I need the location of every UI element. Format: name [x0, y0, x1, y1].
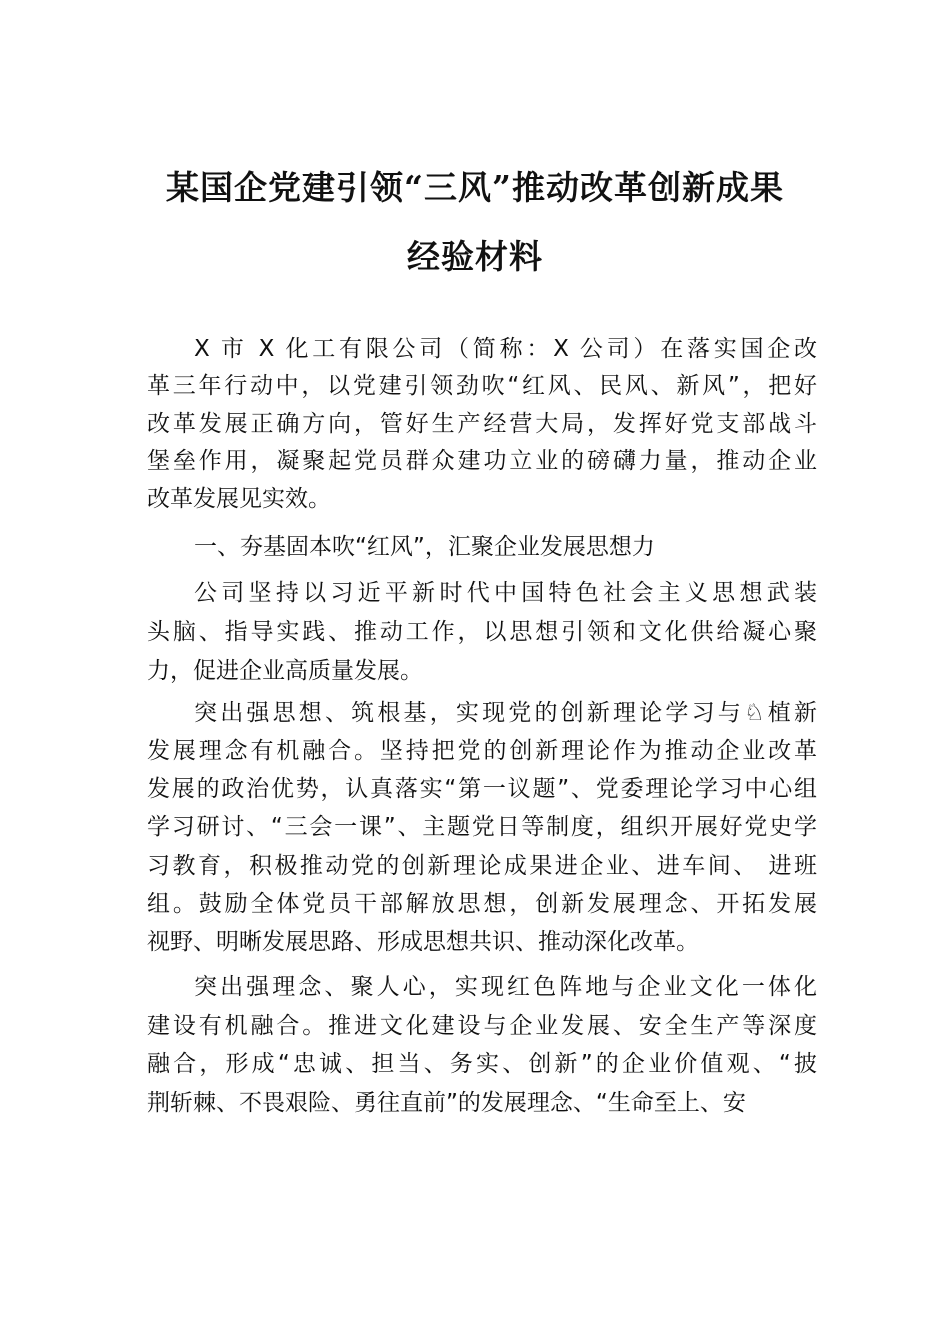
body-line: 突出强思想、筑根基，实现党的创新理论学习与♘植新: [194, 700, 817, 726]
body-line: 改革发展见实效。: [147, 486, 331, 512]
body-line: 融合，形成“忠诚、担当、务实、创新”的企业价值观、“披: [147, 1051, 817, 1077]
body-line: X 市 X 化工有限公司（简称：X 公司）在落实国企改: [194, 336, 817, 362]
body-line: 改革发展正确方向，管好生产经营大局，发挥好党支部战斗: [147, 411, 817, 437]
body-line: 突出强理念、聚人心，实现红色阵地与企业文化一体化: [194, 974, 817, 1000]
document-title-line-1: 某国企党建引领“三风”推动改革创新成果: [166, 168, 784, 207]
document-title-line-2: 经验材料: [407, 237, 543, 276]
body-line: 公司坚持以习近平新时代中国特色社会主义思想武装: [194, 580, 817, 606]
body-line: 建设有机融合。推进文化建设与企业发展、安全生产等深度: [147, 1013, 817, 1039]
body-line: 学习研讨、“三会一课”、主题党日等制度，组织开展好党史学: [147, 814, 817, 840]
body-line: 革三年行动中，以党建引领劲吹“红风、民风、新风”，把好: [147, 373, 817, 399]
body-line: 荆斩棘、不畏艰险、勇往直前”的发展理念、“生命至上、安: [147, 1090, 746, 1116]
body-line: 发展理念有机融合。坚持把党的创新理论作为推动企业改革: [147, 738, 817, 764]
body-line: 组。鼓励全体党员干部解放思想，创新发展理念、开拓发展: [147, 891, 817, 917]
body-line: 习教育，积极推动党的创新理论成果进企业、进车间、 进班: [147, 853, 817, 879]
body-line: 视野、明晰发展思路、形成思想共识、推动深化改革。: [147, 929, 699, 955]
body-line: 头脑、指导实践、推动工作，以思想引领和文化供给凝心聚: [147, 619, 817, 645]
section-heading: 一、夯基固本吹“红风”，汇聚企业发展思想力: [194, 534, 655, 560]
body-line: 堡垒作用，凝聚起党员群众建功立业的磅礴力量，推动企业: [147, 448, 817, 474]
body-line: 发展的政治优势，认真落实“第一议题”、党委理论学习中心组: [147, 776, 817, 802]
body-line: 力，促进企业高质量发展。: [147, 658, 423, 684]
